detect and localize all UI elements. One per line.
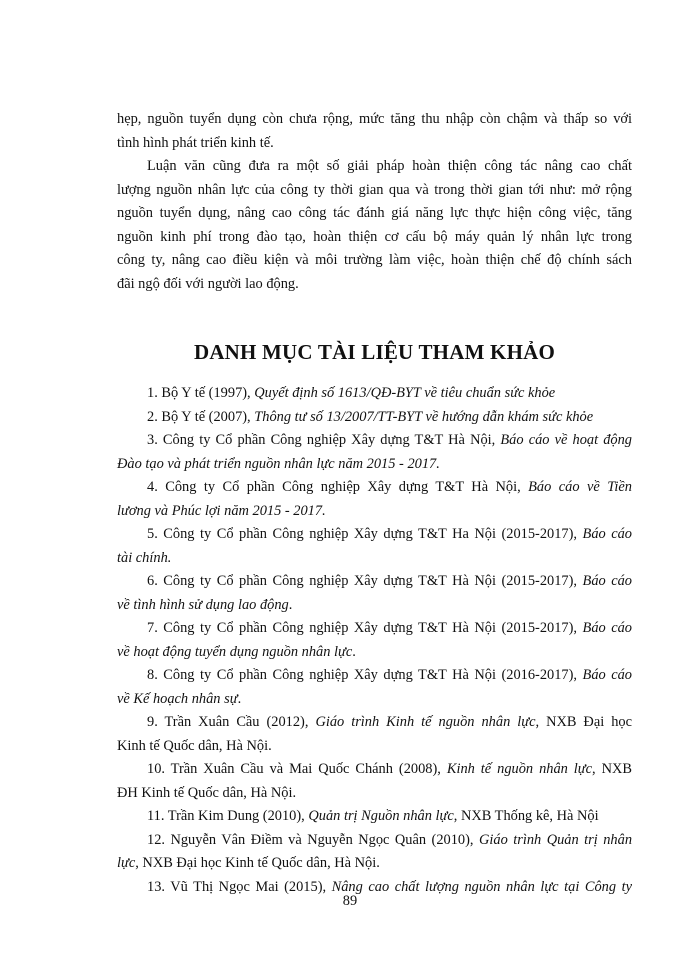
reference-item: 4. Công ty Cổ phần Công nghiệp Xây dựng T&T Hà Nội, Báo cáo về Tiền lương và Phúc lợi năm 2015 - 2017. xyxy=(117,479,632,519)
reference-item: 5. Công ty Cổ phần Công nghiệp Xây dựng T&T Ha Nội (2015-2017), Báo cáo tài chính. xyxy=(117,526,633,566)
text-line: nguồn tuyển dụng, nâng cao công tác đánh giá năng lực thực hiện công việc, tăng xyxy=(117,205,632,221)
text-line: Luận văn cũng đưa ra một số giải pháp hoàn thiện công tác nâng cao chất xyxy=(147,158,632,174)
reference-item: 2. Bộ Y tế (2007), Thông tư số 13/2007/TT-BYT về hướng dẫn khám sức khỏe xyxy=(147,408,594,425)
page-number: 89 xyxy=(342,893,358,909)
references-heading: DANH MỤC TÀI LIỆU THAM KHẢO xyxy=(193,340,556,364)
references-list xyxy=(117,382,632,899)
intro-paragraph-1 xyxy=(117,108,632,155)
reference-item: 3. Công ty Cổ phần Công nghiệp Xây dựng T&T Hà Nội, Báo cáo về hoạt động Đào tạo và phát triển nguồn nhân lực năm 2015 - 2017. xyxy=(117,432,632,472)
text-line: lượng nguồn nhân lực của công ty thời gian qua và trong thời gian tới như: mở rộng xyxy=(117,181,632,198)
intro-paragraph-2 xyxy=(117,155,632,296)
reference-item: 7. Công ty Cổ phần Công nghiệp Xây dựng T&T Hà Nội (2015-2017), Báo cáo về hoạt động tuyển dụng nguồn nhân lực. xyxy=(117,620,633,660)
reference-item: 8. Công ty Cổ phần Công nghiệp Xây dựng T&T Hà Nội (2016-2017), Báo cáo về Kế hoạch nhân sự. xyxy=(117,667,633,707)
reference-item: 13. Vũ Thị Ngọc Mai (2015), Nâng cao chất lượng nguồn nhân lực tại Công ty xyxy=(147,878,632,895)
reference-item: 1. Bộ Y tế (1997), Quyết định số 1613/QĐ-BYT về tiêu chuẩn sức khỏe xyxy=(147,385,556,401)
reference-item: 11. Trần Kim Dung (2010), Quản trị Nguồn nhân lực, NXB Thống kê, Hà Nội xyxy=(147,808,599,824)
text-line: đãi ngộ đối với người lao động. xyxy=(117,275,299,292)
text-line: hẹp, nguồn tuyển dụng còn chưa rộng, mức tăng thu nhập còn chậm và thấp so với xyxy=(117,111,632,127)
reference-item: 6. Công ty Cổ phần Công nghiệp Xây dựng T&T Hà Nội (2015-2017), Báo cáo về tình hình sử dụng lao động. xyxy=(117,573,633,613)
reference-item: 10. Trần Xuân Cầu và Mai Quốc Chánh (2008), Kinh tế nguồn nhân lực, NXB ĐH Kinh tế Quốc dân, Hà Nội. xyxy=(117,761,632,801)
reference-item: 12. Nguyễn Vân Điềm và Nguyễn Ngọc Quân (2010), Giáo trình Quản trị nhân lực, NXB Đại học Kinh tế Quốc dân, Hà Nội. xyxy=(117,831,633,871)
text-line: công ty, nâng cao điều kiện và môi trường làm việc, hoàn thiện chế độ chính sách xyxy=(117,252,632,268)
document-page xyxy=(117,108,633,895)
reference-item: 9. Trần Xuân Cầu (2012), Giáo trình Kinh tế nguồn nhân lực, NXB Đại học Kinh tế Quốc dân, Hà Nội. xyxy=(117,714,632,754)
text-line: tình hình phát triển kinh tế. xyxy=(117,134,274,151)
text-line: nguồn kinh phí trong đào tạo, hoàn thiện cơ cấu bộ máy quản lý nhân lực trong xyxy=(117,228,632,245)
